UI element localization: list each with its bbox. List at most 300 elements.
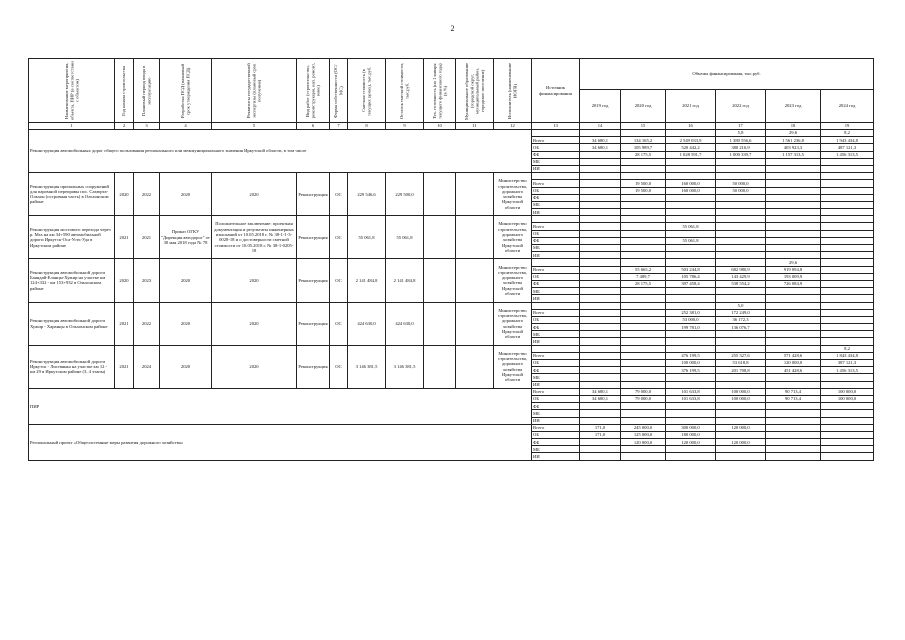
column-number: 6	[297, 123, 330, 130]
value-cell	[821, 280, 874, 287]
tech-readiness-value	[821, 302, 874, 309]
value-cell	[580, 381, 621, 388]
tech-readiness-value	[716, 216, 766, 223]
object-tech	[424, 345, 456, 388]
source-label: Всего	[532, 352, 580, 359]
object-start: 2020	[115, 173, 134, 216]
value-cell	[580, 151, 621, 158]
tech-readiness-value	[621, 302, 666, 309]
value-cell: 476 199,5	[666, 352, 716, 359]
tech-readiness-value	[580, 173, 621, 180]
value-cell	[580, 453, 621, 460]
tech-readiness-value	[580, 216, 621, 223]
header-cell	[386, 59, 424, 123]
value-cell: 199 781,0	[666, 324, 716, 331]
value-cell	[666, 288, 716, 295]
header-label: Тех. готовность (на 1 января текущего финансового года) (в %)	[431, 62, 448, 119]
column-number: 8	[348, 123, 386, 130]
tech-readiness-value	[666, 345, 716, 352]
header-cell	[297, 59, 330, 123]
value-cell	[621, 403, 666, 410]
value-cell	[666, 201, 716, 208]
value-cell: 19 500,0	[621, 187, 666, 194]
value-cell	[766, 201, 821, 208]
object-row	[29, 388, 874, 395]
value-cell: 34 680,1	[580, 137, 621, 144]
value-cell	[821, 316, 874, 323]
value-cell	[821, 381, 874, 388]
source-label: ФБ	[532, 237, 580, 244]
value-cell	[766, 410, 821, 417]
value-cell	[580, 295, 621, 302]
source-label: ФБ	[532, 367, 580, 374]
value-cell	[716, 381, 766, 388]
value-cell: 34 680,1	[580, 144, 621, 151]
source-label: ОБ	[532, 187, 580, 194]
value-cell	[580, 324, 621, 331]
column-number: 17	[716, 123, 766, 130]
tech-readiness-value: 8,2	[821, 345, 874, 352]
object-cost: 55 061,8	[348, 216, 386, 259]
value-cell: 376 199,5	[666, 367, 716, 374]
value-cell: 172 249,0	[716, 309, 766, 316]
value-cell: 79 000,0	[621, 388, 666, 395]
tech-readiness-value	[666, 302, 716, 309]
value-cell	[821, 331, 874, 338]
object-exp: 2020	[212, 173, 297, 216]
value-cell: 1 456 313,5	[821, 367, 874, 374]
value-cell	[621, 417, 666, 424]
object-row	[29, 302, 874, 309]
header-cell	[424, 59, 456, 123]
value-cell	[580, 180, 621, 187]
source-label: МБ	[532, 201, 580, 208]
object-psd: 2020	[160, 173, 212, 216]
value-cell	[821, 266, 874, 273]
header-label: Муниципальное образование (городской округ, муниципальный район, городское поселение)	[463, 61, 485, 120]
value-cell	[821, 410, 874, 417]
value-cell	[666, 338, 716, 345]
value-cell	[666, 410, 716, 417]
value-cell	[766, 223, 821, 230]
source-label: ИИ	[532, 381, 580, 388]
value-cell	[580, 410, 621, 417]
header-cell	[456, 59, 494, 123]
object-rest: 55 061,8	[386, 216, 424, 259]
object-own: ОС	[330, 259, 348, 302]
value-cell	[580, 223, 621, 230]
object-end: 2023	[134, 259, 160, 302]
object-own: ОС	[330, 302, 348, 345]
value-cell: 520 442,2	[666, 144, 716, 151]
column-number: 11	[456, 123, 494, 130]
object-tech	[424, 302, 456, 345]
value-cell: 79 000,0	[621, 395, 666, 402]
value-cell	[766, 374, 821, 381]
value-cell	[821, 158, 874, 165]
value-cell	[580, 352, 621, 359]
object-row	[29, 173, 874, 180]
tech-readiness-value	[666, 130, 716, 137]
value-cell	[716, 417, 766, 424]
object-name: Реконструкция автомобильной дороги Хужир - Харанцы в Ольхонском районе	[29, 302, 115, 345]
column-number-row	[29, 123, 874, 130]
value-cell: 90 713,4	[766, 395, 821, 402]
object-cost: 3 146 381,5	[348, 345, 386, 388]
value-cell	[621, 324, 666, 331]
value-cell	[766, 381, 821, 388]
value-cell	[716, 410, 766, 417]
value-cell	[621, 446, 666, 453]
value-cell: 682 980,9	[716, 266, 766, 273]
object-rest: 424 630,0	[386, 302, 424, 345]
source-label: ФБ	[532, 280, 580, 287]
value-cell	[766, 165, 821, 172]
tech-readiness-value	[580, 130, 621, 137]
year-cell: 2021 год	[666, 90, 716, 123]
value-cell	[766, 309, 821, 316]
value-cell: 105 989,7	[621, 144, 666, 151]
tech-readiness-value	[766, 302, 821, 309]
value-cell	[580, 230, 621, 237]
value-cell	[766, 403, 821, 410]
source-label: МБ	[532, 158, 580, 165]
value-cell: 55 061,8	[666, 223, 716, 230]
source-label: ОБ	[532, 395, 580, 402]
tech-readiness-value	[821, 259, 874, 266]
value-cell	[666, 331, 716, 338]
value-cell	[580, 316, 621, 323]
source-label: ОБ	[532, 230, 580, 237]
value-cell: 503 244,8	[666, 266, 716, 273]
value-cell	[766, 252, 821, 259]
value-cell: 180 000,0	[666, 431, 716, 438]
value-cell	[821, 230, 874, 237]
object-psd: 2020	[160, 345, 212, 388]
value-cell	[621, 381, 666, 388]
value-cell: 134 165,2	[621, 137, 666, 144]
value-cell	[666, 158, 716, 165]
object-row	[29, 424, 874, 431]
value-cell: 19 500,0	[621, 180, 666, 187]
value-cell	[621, 252, 666, 259]
value-cell	[580, 280, 621, 287]
value-cell	[766, 180, 821, 187]
header-cell	[212, 59, 297, 123]
source-label: ИИ	[532, 295, 580, 302]
column-number: 16	[666, 123, 716, 130]
object-name: ПИР	[29, 388, 532, 424]
value-cell	[580, 360, 621, 367]
value-cell	[716, 374, 766, 381]
source-label: ФБ	[532, 194, 580, 201]
header-cell	[29, 59, 115, 123]
value-cell	[821, 374, 874, 381]
value-cell	[580, 273, 621, 280]
value-cell	[766, 295, 821, 302]
source-label: ФБ	[532, 324, 580, 331]
value-cell	[766, 431, 821, 438]
value-cell: 403 923,3	[766, 144, 821, 151]
value-cell: 53 000,0	[666, 316, 716, 323]
value-cell	[580, 194, 621, 201]
header-cell	[580, 59, 874, 90]
value-cell: 50 000,0	[716, 187, 766, 194]
object-name: Региональный проект «Общесистемные меры развития дорожного хозяйства»	[29, 424, 532, 460]
value-cell	[621, 410, 666, 417]
column-number: 18	[766, 123, 821, 130]
value-cell	[666, 295, 716, 302]
value-cell	[821, 223, 874, 230]
value-cell: 919 094,8	[766, 266, 821, 273]
object-start: 2020	[115, 259, 134, 302]
tech-readiness-value	[580, 302, 621, 309]
source-label: ОБ	[532, 144, 580, 151]
header-label: Объемы финансирования, тыс.руб.	[692, 71, 761, 77]
header-cell	[494, 59, 532, 123]
value-cell	[766, 237, 821, 244]
value-cell	[666, 165, 716, 172]
value-cell	[766, 324, 821, 331]
source-label: ИИ	[532, 209, 580, 216]
value-cell	[821, 180, 874, 187]
object-psd: Приказ ОГКУ "Дирекция автодорог" от 30 мая 2018 года № 78	[160, 216, 212, 259]
value-cell	[821, 431, 874, 438]
value-cell	[821, 309, 874, 316]
value-cell	[621, 338, 666, 345]
object-name: Реконструкция автомобильной дороги Иркутск - Листвянка на участке км 12 - км 29 в Иркутском районе (3, 4 этапы)	[29, 345, 115, 388]
value-cell	[716, 338, 766, 345]
value-cell: 28 175,5	[621, 151, 666, 158]
value-cell	[821, 439, 874, 446]
value-cell: 726 084,9	[766, 280, 821, 287]
value-cell: 55 665,2	[621, 266, 666, 273]
value-cell	[666, 230, 716, 237]
value-cell	[716, 230, 766, 237]
value-cell	[766, 230, 821, 237]
value-cell	[766, 424, 821, 431]
tech-readiness-value: 29,6	[766, 259, 821, 266]
source-label: ИИ	[532, 252, 580, 259]
value-cell	[666, 453, 716, 460]
object-name: Реконструкция мостового перехода через р. Мга на км 34+590 автомобильной дороги Иркутск-Оса-Усть-Уда в Иркутском районе	[29, 216, 115, 259]
value-cell	[766, 417, 821, 424]
column-number: 3	[134, 123, 160, 130]
value-cell: 1 000 339,7	[716, 151, 766, 158]
tech-readiness-value	[766, 173, 821, 180]
header-label: Вид работ (строительство, реконструкция, кап. ремонт, иное)	[305, 63, 321, 118]
source-label: Всего	[532, 388, 580, 395]
value-cell: 1 843 434,8	[821, 352, 874, 359]
object-work: Реконструкция	[297, 302, 330, 345]
value-cell	[821, 338, 874, 345]
value-cell: 34 680,1	[580, 388, 621, 395]
object-end: 2022	[134, 173, 160, 216]
value-cell	[716, 237, 766, 244]
year-cell: 2020 год	[621, 90, 666, 123]
value-cell: 171,0	[580, 431, 621, 438]
header-label: Источник финансирования	[539, 85, 572, 96]
object-mo	[456, 259, 494, 302]
value-cell	[621, 331, 666, 338]
source-label: МБ	[532, 410, 580, 417]
object-rest: 2 141 484,8	[386, 259, 424, 302]
value-cell	[580, 165, 621, 172]
column-number: 1	[29, 123, 115, 130]
source-label: Всего	[532, 309, 580, 316]
value-cell: 34 680,1	[580, 395, 621, 402]
value-cell: 143 429,9	[716, 273, 766, 280]
tech-readiness-value	[621, 173, 666, 180]
value-cell	[766, 245, 821, 252]
value-cell: 1 943 434,8	[821, 137, 874, 144]
value-cell	[716, 295, 766, 302]
value-cell	[716, 288, 766, 295]
value-cell: 105 786,4	[666, 273, 716, 280]
column-number: 19	[821, 123, 874, 130]
column-number: 7	[330, 123, 348, 130]
value-cell: 120 000,0	[716, 439, 766, 446]
value-cell	[580, 374, 621, 381]
object-psd: 2020	[160, 259, 212, 302]
value-cell: 120 000,0	[766, 360, 821, 367]
object-row	[29, 130, 874, 137]
header-row	[29, 59, 874, 90]
object-rest: 3 146 381,5	[386, 345, 424, 388]
value-cell	[716, 223, 766, 230]
header-label: Наименование мероприятия, объекта, ПИР (в соответствии с объектом)	[63, 61, 80, 120]
source-label: Всего	[532, 180, 580, 187]
source-label: ФБ	[532, 439, 580, 446]
value-cell	[766, 316, 821, 323]
value-cell	[621, 245, 666, 252]
value-cell: 171,0	[580, 424, 621, 431]
source-cell	[532, 130, 580, 137]
header-cell	[348, 59, 386, 123]
value-cell	[621, 295, 666, 302]
value-cell	[621, 288, 666, 295]
object-cost: 2 141 484,8	[348, 259, 386, 302]
value-cell: 90 713,4	[766, 388, 821, 395]
value-cell: 538 554,2	[716, 280, 766, 287]
value-cell	[821, 165, 874, 172]
value-cell	[580, 417, 621, 424]
value-cell: 2 549 033,9	[666, 137, 716, 144]
column-number: 10	[424, 123, 456, 130]
tech-readiness-value: 29,6	[766, 130, 821, 137]
financing-table	[28, 58, 874, 461]
tech-readiness-value	[666, 216, 716, 223]
source-cell	[532, 302, 580, 309]
object-mo	[456, 216, 494, 259]
value-cell: 53 618,8	[716, 360, 766, 367]
value-cell	[666, 403, 716, 410]
object-name: Реконструкция автомобильных дорог общего пользования регионального или межмуниципального значения Иркутской области, в том числе	[29, 130, 532, 173]
object-start: 2021	[115, 216, 134, 259]
value-cell	[716, 245, 766, 252]
value-cell	[666, 374, 716, 381]
tech-readiness-value	[621, 216, 666, 223]
source-label: Всего	[532, 223, 580, 230]
tech-readiness-value: 5,0	[716, 302, 766, 309]
source-label: ИИ	[532, 417, 580, 424]
source-label: ИИ	[532, 453, 580, 460]
value-cell	[716, 331, 766, 338]
value-cell	[666, 417, 716, 424]
value-cell	[580, 237, 621, 244]
value-cell	[580, 367, 621, 374]
value-cell: 451 428,6	[766, 367, 821, 374]
value-cell	[821, 209, 874, 216]
value-cell: 1 157 313,5	[766, 151, 821, 158]
value-cell	[716, 194, 766, 201]
object-exp: 2020	[212, 345, 297, 388]
value-cell	[666, 209, 716, 216]
value-cell	[580, 201, 621, 208]
value-cell: 193 009,9	[766, 273, 821, 280]
header-label: Реквизиты государственной экспертизы (плановый срок получения)	[246, 63, 262, 118]
tech-readiness-value	[621, 345, 666, 352]
page-number: 2	[450, 24, 455, 33]
value-cell	[580, 338, 621, 345]
header-label: Разработка ПСД (плановый срок утверждения ПСД)	[180, 63, 191, 118]
value-cell	[666, 446, 716, 453]
column-number: 13	[532, 123, 580, 130]
value-cell	[821, 194, 874, 201]
value-cell	[621, 201, 666, 208]
object-work: Реконструкция	[297, 345, 330, 388]
source-label: МБ	[532, 245, 580, 252]
value-cell: 1 028 591,7	[666, 151, 716, 158]
value-cell	[716, 165, 766, 172]
header-cell	[134, 59, 160, 123]
value-cell	[621, 453, 666, 460]
header-label: Исполнитель (наименование ИОГВ)	[507, 62, 518, 119]
tech-readiness-value	[621, 259, 666, 266]
value-cell: 120 000,0	[621, 439, 666, 446]
value-cell	[580, 187, 621, 194]
object-end: 2024	[134, 345, 160, 388]
value-cell: 160 000,0	[666, 180, 716, 187]
header-label: Форма собственности (ОС/МС)	[333, 63, 344, 118]
value-cell: 28 175,5	[621, 280, 666, 287]
value-cell	[621, 223, 666, 230]
value-cell: 160 000,0	[666, 187, 716, 194]
value-cell: 136 076,7	[716, 324, 766, 331]
column-number: 9	[386, 123, 424, 130]
value-cell	[766, 187, 821, 194]
object-own: ОС	[330, 173, 348, 216]
value-cell	[621, 309, 666, 316]
value-cell	[580, 158, 621, 165]
value-cell	[580, 245, 621, 252]
value-cell: 571 428,6	[766, 352, 821, 359]
tech-readiness-value	[666, 173, 716, 180]
object-cost: 424 630,0	[348, 302, 386, 345]
tech-readiness-value	[621, 130, 666, 137]
value-cell: 1 380 556,6	[716, 137, 766, 144]
value-cell	[716, 158, 766, 165]
object-tech	[424, 259, 456, 302]
source-label: ФБ	[532, 403, 580, 410]
source-cell	[532, 173, 580, 180]
tech-readiness-value	[766, 345, 821, 352]
value-cell	[716, 252, 766, 259]
source-label: Всего	[532, 137, 580, 144]
source-label: ОБ	[532, 273, 580, 280]
value-cell	[621, 360, 666, 367]
column-number: 2	[115, 123, 134, 130]
